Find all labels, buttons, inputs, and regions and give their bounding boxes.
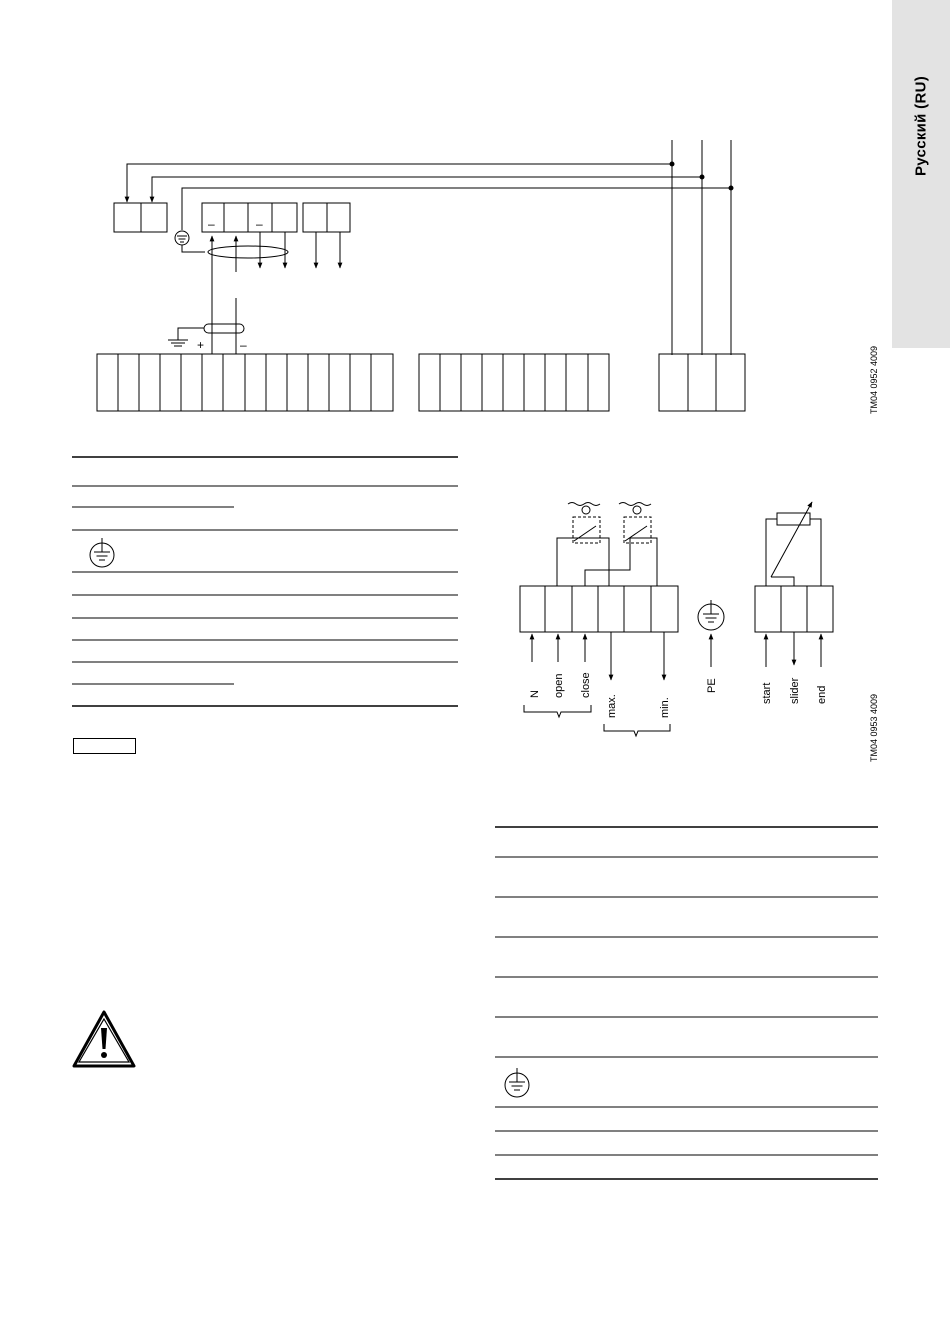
limit-switches — [557, 503, 657, 587]
terminal-strip-1 — [97, 354, 393, 411]
actuator-terminal-block — [520, 586, 678, 632]
terminal-strip-3 — [659, 354, 745, 411]
power-terminal-block — [114, 203, 167, 232]
polarity-minus-b: – — [256, 217, 263, 231]
earth-ground-icon — [175, 231, 189, 245]
output-terminal-block — [303, 203, 350, 232]
polarity-minus-c: – — [240, 338, 247, 352]
left-table-lines — [72, 457, 458, 706]
language-tab-label: Русский (RU) — [912, 75, 930, 177]
earth-ground-icon — [698, 600, 724, 630]
label-slider: slider — [789, 677, 801, 704]
right-table-lines — [495, 827, 878, 1179]
actuator-wiring-diagram — [520, 502, 833, 736]
wiring-diagram-main — [97, 140, 745, 411]
label-max: max. — [606, 694, 618, 718]
label-end: end — [816, 685, 828, 704]
diagram2-code: TM04 0953 4009 — [869, 693, 879, 763]
polarity-minus-a: – — [208, 217, 215, 231]
label-close: close — [580, 672, 592, 698]
polarity-plus: + — [197, 338, 205, 352]
note-box — [73, 738, 136, 754]
label-n: N — [529, 690, 541, 698]
terminal-strip-2 — [419, 354, 609, 411]
signal-terminal-block — [202, 203, 297, 232]
earth-ground-icon — [505, 1068, 529, 1097]
earth-ground-icon — [90, 538, 114, 567]
warning-triangle-icon — [74, 1012, 134, 1066]
polarity-labels — [197, 217, 263, 352]
label-min: min. — [659, 697, 671, 718]
label-start: start — [761, 682, 773, 704]
diagram1-code: TM04 0952 4009 — [869, 345, 879, 415]
label-open: open — [553, 673, 565, 698]
label-pe: PE — [706, 678, 718, 693]
actuator-labels — [529, 672, 828, 718]
potentiometer — [755, 502, 833, 632]
